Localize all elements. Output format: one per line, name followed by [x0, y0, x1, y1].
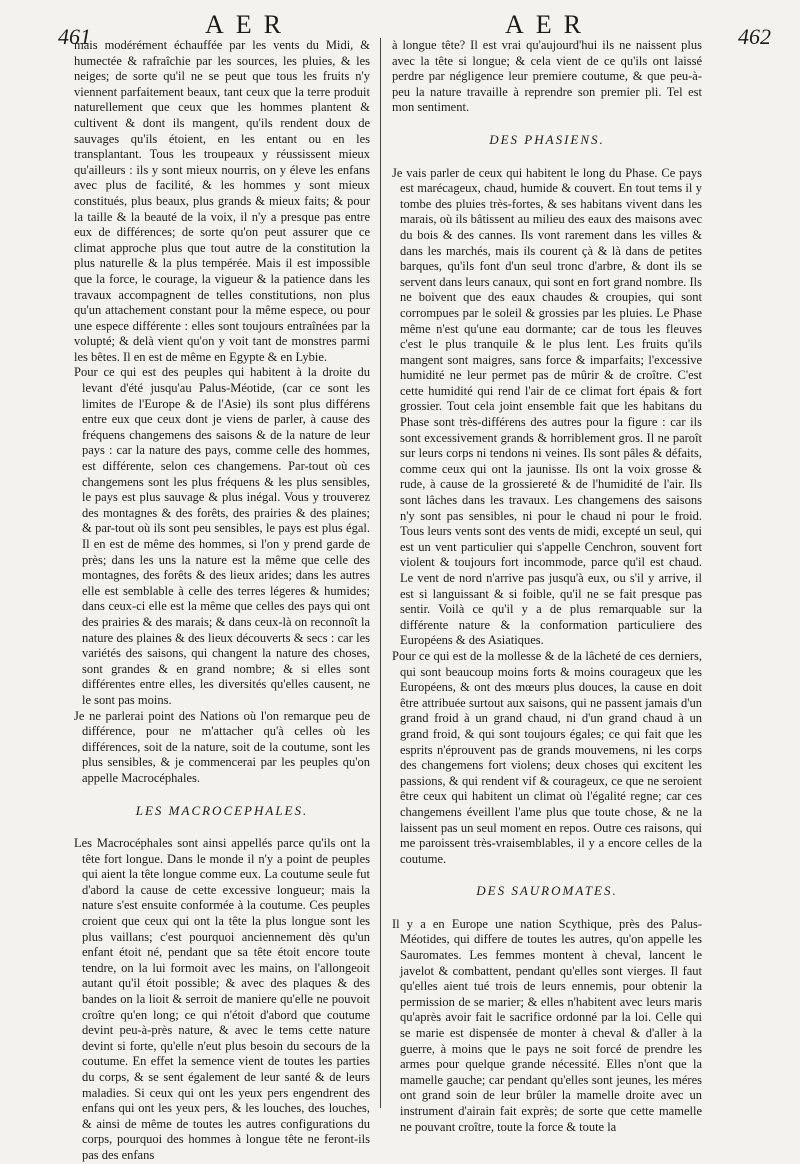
right-running-title: AER	[505, 10, 593, 39]
paragraph: Je vais parler de ceux qui habitent le long du Phase. Ce pays est marécageux, chaud, humide & couvert. En tout tems il y tombe des pluies très-fortes, & ses habitans vivent dans les marais, où ils bâtissent au milieu des eaux des maisons avec du bois & des cannes. Ils vont rarement dans les villes & dans les marchés, mais ils courent çà & là dans de petites barques, qu'ils font d'un seul tronc d'arbre, & dont ils se servent dans leurs canaux, qui sont en fort grand nombre. Ils ne boivent que des eaux chaudes & croupies, qui sont corrompues par le soleil & grossies par les pluies. Le Phase même n'est qu'une eau dormante; car de tous les fleuves c'est le plus tranquile & le plus lent. Les fruits qu'ils mangent sont maigres, sans force & imparfaits; l'excessive humidité ne leur permet pas de mûrir & de croître. C'est cette humidité qui rend l'air de ce climat fort épais & fort grossier. Tout cela joint ensemble fait que les habitans du Phase sont très-différens des autres pour la figure : car ils sont excessivement grands & horriblement gros. Il ne paroît sur leurs corps ni tendons ni veines. Ils sont pâles & défaits, comme ceux qui ont la jaunisse. Ils ont la voix grosse & rude, à cause de la grossiereté & de l'humidité de l'air. Ils sont lâches dans les travaux. Les changemens des saisons n'y sont pas sensibles, ni pour le chaud ni pour le froid. Tous leurs vents sont des vents de midi, excepté un seul, qui est un vent particulier qui s'appelle Cenchron, souvent fort violent & toujours fort incommode, parce qu'il est chaud. Le vent de nord n'arrive pas jusqu'à eux, ou s'il y arrive, il est si languissant & si foible, qu'il ne se fait presque pas sentir. Voilà ce qu'il y a de plus remarquable sur la différente nature & la conformation particuliere des Européens & des Asiatiques.	[392, 165, 703, 648]
paragraph: Il y a en Europe une nation Scythique, près des Palus-Méotides, qui differe de toutes les autres, qu'on appelle les Sauromates. Les femmes montent à cheval, lancent le javelot & combattent, pendant qu'elles sont vierges. Il faut qu'elles aient tué trois de leurs ennemis, pour obtenir la permission de se marier; & elles n'habitent avec leurs maris qu'après avoir fait le sacrifice ordonné par la loi. Celle qui se marie est dispensée de monter à cheval & d'aller à la guerre, à moins que le pays ne soit forcé de prendre les armes pour quelque grande nécessité. Elles n'ont que la mamelle gauche; car pendant qu'elles sont jeunes, les méres ont grand soin de leur brûler la mamelle droite avec un instrument d'airain fait exprès; de sorte que cette mamelle ne pouvant croître, toute la force & toute la	[392, 916, 702, 1134]
paragraph: Je ne parlerai point des Nations où l'on remarque peu de différence, pour ne m'attacher qu'à celles où les différences, soit de la nature, soit de la coutume, sont les plus sensibles, & je commencerai par les peuples qu'on appelle Macrocéphales.	[74, 708, 370, 785]
left-page-number: 461	[58, 24, 91, 49]
section-heading: DES SAUROMATES.	[476, 883, 618, 899]
right-column	[392, 38, 702, 1135]
paragraph: à longue tête? Il est vrai qu'aujourd'hui ils ne naissent plus avec la tête si longue; & cela vient de ce qu'ils ont laissé perdre par négligence leur premiere coutume, & que peu-à-peu la nature travaille à reprendre son premier pli. Tel est mon sentiment.	[392, 38, 702, 115]
paragraph: Pour ce qui est de la mollesse & de la lâcheté de ces derniers, qui sont beaucoup moins forts & moins courageux que les Européens, & ont des mœurs plus douces, la cause en doit être attribuée surtout aux saisons, qui ne passent jamais d'un grand froid à un grand chaud, ni d'un grand chaud à un grand froid, & qui sont toujours égales; ce qui fait que les esprits n'éprouvent pas de grands mouvemens, ni les corps des changemens fort violens; deux choses qui excitent les passions, & qui rendent vif & courageux, ce que ne seroient être ceux qui habitent un climat où l'égalité regne; car ces changemens éveillent l'ame plus que toute chose, & ne la laissent pas un seul moment en repos. Outre ces raisons, qui me paroissent très-vraisemblables, il y a encore celles de la coutume.	[392, 648, 702, 866]
section-heading: LES MACROCEPHALES.	[135, 802, 309, 818]
section-heading: DES PHASIENS.	[489, 131, 605, 147]
left-column	[74, 38, 370, 1164]
right-page-number: 462	[738, 24, 771, 49]
left-running-title: AER	[205, 10, 293, 39]
paragraph: mais modérément échauffée par les vents du Midi, & humectée & rafraîchie par les sources, les pluies, & les neiges; de sorte qu'il ne se peut que tous les fruits n'y viennent parfaitement beaux, tant ceux que la terre produit naturellement que ceux que les hommes plantent & cultivent & dont ils mangent, qu'ils rendent doux de sauvages qu'ils étoient, en les entant ou en les transplantant. Tous les troupeaux y réussissent mieux qu'ailleurs : ils y sont mieux nourris, on y éleve les enfans avec plus de facilité, & les hommes y sont mieux constitués, plus beaux, plus grands & mieux faits; & pour la taille & la beauté de la voix, il n'y a presque pas entre eux de différences; de sorte qu'on peut assurer que ce climat approche plus que tout autre de la constitution la plus naturelle & la plus tempérée. Mais il est impossible que la force, le courage, la vigueur & la patience dans les travaux accompagnent de telles constitutions, non plus qu'un attachement constant pour la même espece, ou pour une espece différente : elles sont toujours entraînées par la volupté; & delà vient qu'on y voit tant de monstres parmi les bêtes. Il en est de même en Egypte & en Lybie.	[74, 38, 370, 364]
paragraph: Pour ce qui est des peuples qui habitent à la droite du levant d'été jusqu'au Palus-Méotide, (car ce sont les limites de l'Europe & de l'Asie) ils sont plus différens entre eux que ceux dont je viens de parler, à cause des fréquens changemens des saisons & de la nature de leur pays : car la nature des pays, comme celle des hommes, est différente, selon ces changemens. Par-tout où ces changemens sont les plus fréquens & les plus sensibles, le pays est plus sauvage & plus inégal. Vous y trouverez des montagnes & des forêts, des prairies & des plaines; & par-tout où ils sont peu sensibles, le pays est plus égal. Il en est de même des hommes, si l'on y prend garde de près; dans les uns la nature est la même que celle des montagnes, des forêts & des lieux arides; dans les autres elle est semblable à celle des terres légeres & humides; dans ceux-ci elle est la même que celles des pays qui ont des prairies & des marais; & dans ceux-là on reconnoît la nature des plaines & des lieux découverts & secs : car les variétés des saisons, qui changent la nature des choses, sont grandes & en grand nombre; & si elles sont différentes entre elles, les diversités qu'elles causent, ne le sont pas moins.	[74, 365, 370, 707]
paragraph: Les Macrocéphales sont ainsi appellés parce qu'ils ont la tête fort longue. Dans le monde il n'y a point de peuples qui aient la tête longue comme eux. La coutume seule fut d'abord la cause de cette excessive longueur; mais la nature s'est ensuite conformée à la coutume. Ces peuples croient que ceux qui ont la tête la plus longue sont les plus vaillans; c'est pourquoi anciennement dès qu'un enfant étoit né, pendant que sa tête étoit encore toute tendre, on la lui formoit avec les mains, on l'allongeoit autant qu'il étoit possible; & avec des plaques & des bandes on la lioit & serroit de maniere qu'elle ne pouvoit croître qu'en long; ce qui n'étoit d'abord que coutume devint peu-à-près nature, & avec le tems cette nature devint si forte, qu'elle n'eut plus besoin du secours de la coutume. En effet la semence vient de toutes les parties du corps, & se sent également de leur santé & de leurs maladies. Si ceux qui ont les yeux pers engendrent des enfans qui ont les yeux pers, & les louches, des louches, & ainsi de même de toutes les autres configurations du corps, pourquoi des hommes à longue tête ne feront-ils pas des enfans	[74, 836, 370, 1162]
column-divider	[380, 38, 381, 1108]
